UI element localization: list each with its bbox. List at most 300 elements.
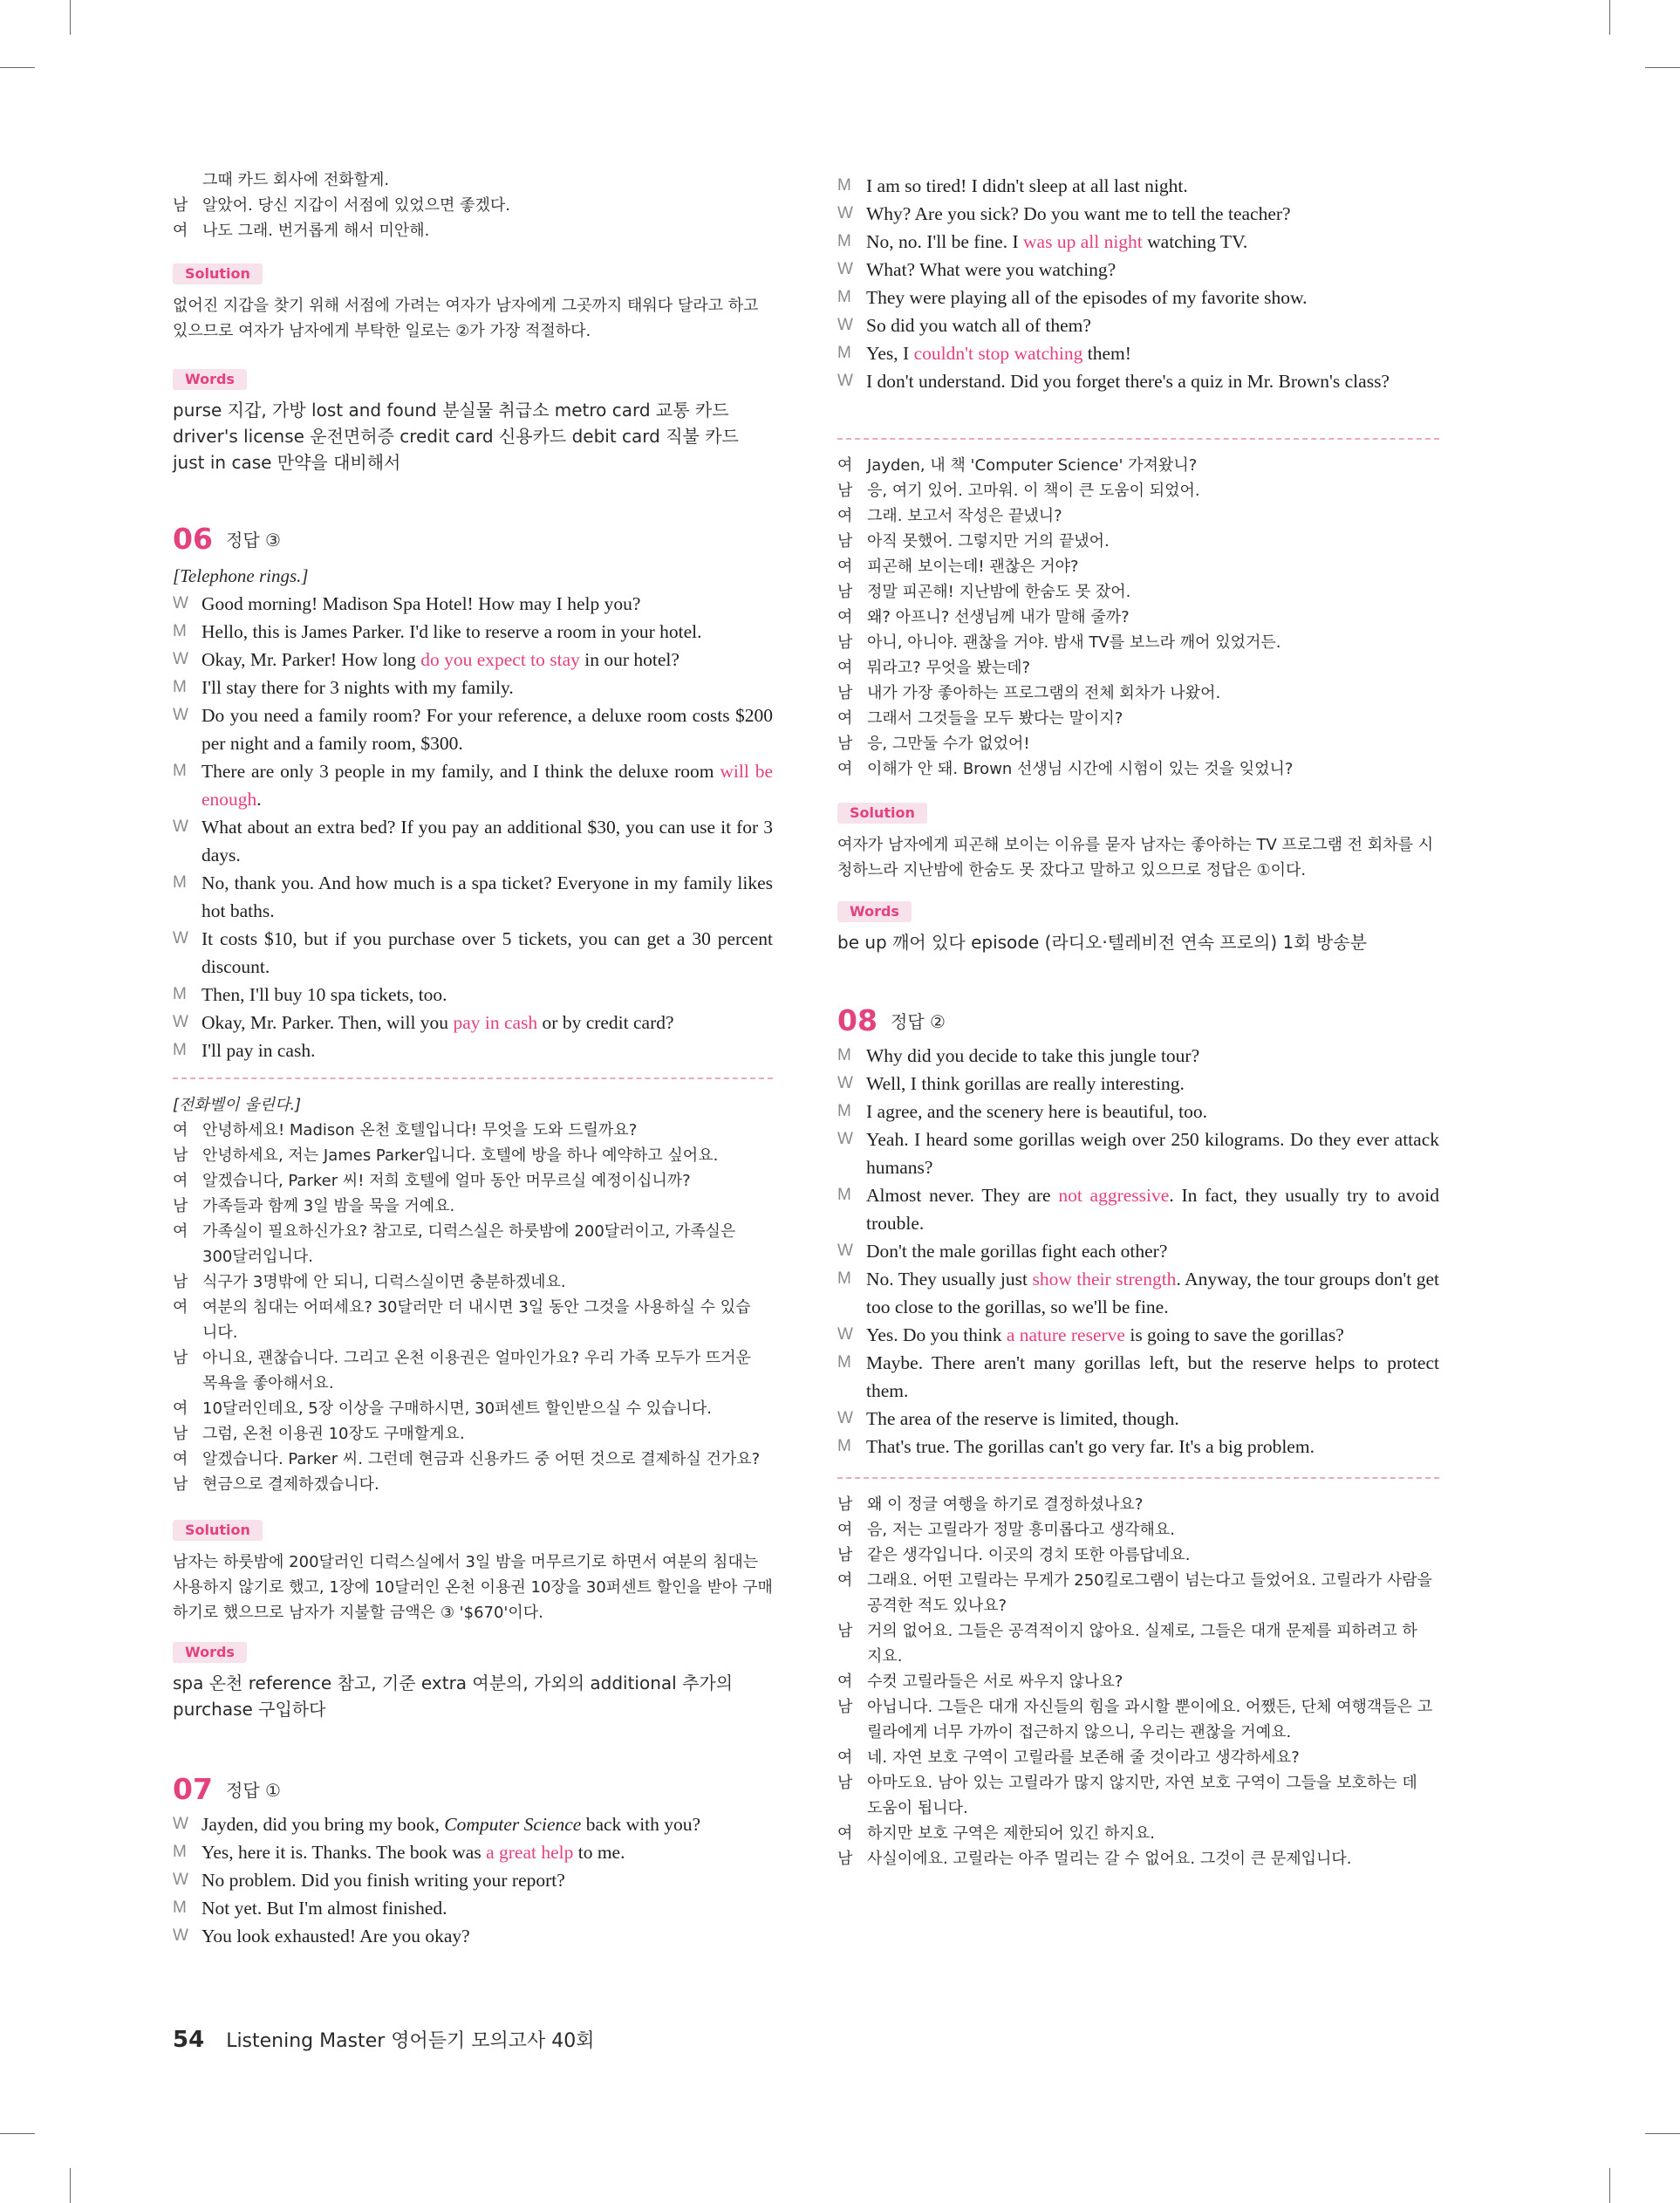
utterance bbox=[201, 1866, 773, 1894]
dialogue-line bbox=[837, 1125, 1439, 1181]
translation-text: 니다. bbox=[202, 1324, 238, 1342]
key-phrase: couldn't stop watching bbox=[913, 343, 1083, 364]
page-number: 54 bbox=[173, 2027, 205, 2053]
translation-text: 그래서 그것들을 모두 봤다는 말이지? bbox=[867, 709, 1123, 728]
translation-text: 안녕하세요! Madison 온천 호텔입니다! 무엇을 도와 드릴까요? bbox=[202, 1121, 638, 1139]
text-run: They were playing all of the episodes of my favorite show. bbox=[866, 287, 1308, 308]
speaker-label: W bbox=[837, 1325, 853, 1344]
question-header bbox=[173, 1772, 773, 1807]
translation-line bbox=[837, 1568, 1439, 1593]
translation-text: 정말 피곤해! 지난밤에 한숨도 못 잤어. bbox=[867, 583, 1131, 601]
utterance bbox=[866, 367, 1439, 395]
speaker-label: 남 bbox=[837, 1622, 853, 1640]
speaker-label: M bbox=[837, 344, 851, 362]
dialogue-line bbox=[173, 1894, 773, 1922]
text-run: I'll stay there for 3 nights with my family. bbox=[201, 677, 514, 698]
translation-text: 왜 이 정글 여행을 하기로 결정하셨나요? bbox=[867, 1495, 1144, 1514]
translation-text: 알았어. 당신 지갑이 서점에 있었으면 좋겠다. bbox=[202, 196, 511, 215]
dashed-divider bbox=[173, 1078, 773, 1079]
dialogue-line bbox=[837, 311, 1439, 339]
translation-text: 릴라에게 너무 가까이 접근하지 않으니, 우리는 괜찮을 거예요. bbox=[867, 1723, 1292, 1741]
speaker-label: 남 bbox=[837, 532, 853, 551]
question-08 bbox=[837, 1003, 1439, 1461]
translation-text: 그럼, 온천 이용권 10장도 구매할게요. bbox=[202, 1425, 465, 1443]
translation-08 bbox=[837, 1492, 1439, 1871]
dialogue-line bbox=[173, 869, 773, 925]
utterance bbox=[201, 757, 773, 813]
speaker-label: 여 bbox=[173, 1298, 188, 1317]
utterance bbox=[201, 674, 773, 701]
speaker-label: W bbox=[837, 1130, 853, 1148]
key-phrase: not aggressive bbox=[1058, 1185, 1170, 1206]
solution-text: 여자가 남자에게 피곤해 보이는 이유를 묻자 남자는 좋아하는 TV 프로그램 전 회차를 시청하느라 지난밤에 한숨도 못 잤다고 말하고 있으므로 정답은 ①이다. bbox=[837, 836, 1434, 879]
solution-text: 없어진 지갑을 찾기 위해 서점에 가려는 여자가 남자에게 그곳까지 태워다 달라고 하고 있으므로 여자가 남자에게 부탁한 일로는 ②가 가장 적절하다. bbox=[173, 297, 759, 340]
dialogue-line bbox=[837, 339, 1439, 367]
speaker-label: 남 bbox=[837, 482, 853, 500]
text-run: No. They usually just bbox=[866, 1269, 1033, 1290]
words-badge: Words bbox=[173, 1642, 247, 1663]
translation-line bbox=[837, 1644, 1439, 1669]
translation-text: 왜? 아프니? 선생님께 내가 말해 줄까? bbox=[867, 608, 1130, 626]
utterance bbox=[866, 1433, 1439, 1461]
speaker-label: W bbox=[173, 929, 188, 948]
translation-line bbox=[837, 1517, 1439, 1543]
translation-text: 목욕을 좋아해서요. bbox=[202, 1374, 334, 1392]
text-run: or by credit card? bbox=[537, 1012, 674, 1033]
utterance bbox=[201, 1922, 773, 1950]
text-run: Do you need a family room? For your reference, a deluxe room costs $200 per night and a family room, $300. bbox=[201, 705, 773, 754]
translation-line bbox=[173, 1295, 773, 1320]
dialogue-line bbox=[173, 701, 773, 757]
dialogue-line bbox=[173, 1810, 773, 1838]
translation-line bbox=[173, 1143, 773, 1168]
stage-direction: [Telephone rings.] bbox=[173, 565, 309, 586]
translation-text: 공격한 적도 있나요? bbox=[867, 1597, 1007, 1615]
speaker-label: M bbox=[837, 1046, 851, 1064]
utterance bbox=[201, 618, 773, 646]
translation-line bbox=[837, 529, 1439, 554]
translation-line bbox=[837, 1846, 1439, 1871]
speaker-label: M bbox=[173, 678, 187, 696]
translation-line bbox=[173, 1168, 773, 1194]
translation-07 bbox=[837, 453, 1439, 782]
translation-line bbox=[173, 193, 773, 218]
dialogue-line bbox=[173, 757, 773, 813]
translation-line bbox=[173, 1345, 773, 1371]
translation-text: 아니요, 괜찮습니다. 그리고 온천 이용권은 얼마인가요? 우리 가족 모두가 뜨거운 bbox=[202, 1349, 751, 1367]
utterance bbox=[866, 1098, 1439, 1125]
words-section bbox=[837, 901, 1439, 955]
translation-line bbox=[837, 1492, 1439, 1517]
utterance bbox=[866, 200, 1439, 228]
text-run: Good morning! Madison Spa Hotel! How may I help you? bbox=[201, 593, 641, 614]
utterance bbox=[866, 339, 1439, 367]
vocab-line: spa 온천 reference 참고, 기준 extra 여분의, 가외의 additional 추가의 bbox=[173, 1673, 734, 1693]
translation-text: 여분의 침대는 어떠세요? 30달러만 더 내시면 3일 동안 그것을 사용하실 수 있습 bbox=[202, 1298, 751, 1317]
dialogue-line bbox=[837, 1349, 1439, 1405]
translation-line bbox=[837, 554, 1439, 579]
words-section bbox=[173, 1642, 773, 1722]
words-list bbox=[173, 397, 773, 475]
speaker-label: 남 bbox=[837, 1698, 853, 1716]
translation-text: 식구가 3명밖에 안 되니, 디럭스실이면 충분하겠네요. bbox=[202, 1273, 566, 1291]
dialogue-line bbox=[173, 1838, 773, 1866]
speaker-label: W bbox=[173, 650, 188, 668]
speaker-label: W bbox=[173, 706, 188, 724]
utterance bbox=[201, 1037, 773, 1064]
text-run: What? What were you watching? bbox=[866, 259, 1117, 280]
utterance bbox=[866, 1125, 1439, 1181]
text-run: No problem. Did you finish writing your report? bbox=[201, 1870, 565, 1891]
dialogue-line bbox=[173, 590, 773, 618]
dialogue-line bbox=[173, 925, 773, 981]
text-run: Maybe. There aren't many gorillas left, but the reserve helps to protect them. bbox=[866, 1352, 1439, 1401]
translation-line bbox=[837, 1593, 1439, 1618]
speaker-label: 여 bbox=[173, 1172, 188, 1190]
dialogue-line bbox=[173, 981, 773, 1009]
speaker-label: M bbox=[173, 762, 187, 780]
text-run: Then, I'll buy 10 spa tickets, too. bbox=[201, 984, 447, 1005]
utterance bbox=[866, 172, 1439, 200]
translation-text: 같은 생각입니다. 이곳의 경치 또한 아름답네요. bbox=[867, 1546, 1191, 1564]
utterance bbox=[201, 1838, 773, 1866]
translation-text: 가족들과 함께 3일 밤을 묵을 거예요. bbox=[202, 1197, 455, 1215]
key-phrase: a nature reserve bbox=[1006, 1324, 1125, 1345]
translation-text: 아직 못했어. 그렇지만 거의 끝냈어. bbox=[867, 532, 1110, 551]
text-run: Yeah. I heard some gorillas weigh over 250 kilograms. Do they ever attack humans? bbox=[866, 1129, 1439, 1178]
speaker-label: 남 bbox=[173, 1273, 188, 1291]
dialogue-line bbox=[837, 1098, 1439, 1125]
translation-line bbox=[837, 1770, 1439, 1796]
speaker-label: W bbox=[837, 260, 853, 278]
dialogue-line bbox=[837, 228, 1439, 256]
answer-label: 정답 ① bbox=[226, 1780, 281, 1801]
utterance bbox=[866, 1321, 1439, 1349]
words-list bbox=[173, 1670, 773, 1722]
speaker-label: M bbox=[173, 1041, 187, 1059]
speaker-label: 여 bbox=[837, 760, 853, 778]
vocab-line: purchase 구입하다 bbox=[173, 1699, 326, 1720]
utterance bbox=[866, 311, 1439, 339]
dialogue-line bbox=[837, 367, 1439, 395]
text-run: to me. bbox=[573, 1842, 625, 1863]
translation-line bbox=[837, 1720, 1439, 1745]
key-phrase: was up all night bbox=[1023, 231, 1143, 252]
text-run: It costs $10, but if you purchase over 5 tickets, you can get a 30 percent discount. bbox=[201, 928, 773, 977]
translation-text: 내가 가장 좋아하는 프로그램의 전체 회차가 나왔어. bbox=[867, 684, 1221, 702]
speaker-label: 남 bbox=[173, 1197, 188, 1215]
translation-line bbox=[173, 1194, 773, 1219]
text-run: back with you? bbox=[581, 1814, 701, 1835]
utterance bbox=[201, 925, 773, 981]
translation-text: 알겠습니다, Parker 씨! 저희 호텔에 얼마 동안 머무르실 예정이십니까? bbox=[202, 1172, 691, 1190]
solution-badge: Solution bbox=[837, 803, 927, 824]
dialogue-line bbox=[837, 1070, 1439, 1098]
dashed-divider bbox=[837, 438, 1439, 440]
dialogue-line bbox=[173, 1009, 773, 1037]
speaker-label: 여 bbox=[837, 1571, 853, 1590]
translation-text: 지요. bbox=[867, 1647, 903, 1666]
speaker-label: 남 bbox=[837, 684, 853, 702]
dialogue-line bbox=[173, 1037, 773, 1064]
speaker-label: 여 bbox=[837, 1673, 853, 1691]
text-run: . Anyway, the tour groups don't get too close to the gorillas, so we'll be fine. bbox=[866, 1269, 1439, 1317]
translation-line bbox=[173, 1269, 773, 1295]
dialogue-line bbox=[837, 1042, 1439, 1070]
speaker-label: 여 bbox=[173, 1399, 188, 1418]
question-header bbox=[837, 1003, 1439, 1038]
crop-mark bbox=[1609, 0, 1610, 35]
translation-text: 아니, 아니야. 괜찮을 거야. 밤새 TV를 보느라 깨어 있었거든. bbox=[867, 633, 1281, 652]
translation-text: 사실이에요. 고릴라는 아주 멀리는 갈 수 없어요. 그것이 큰 문제입니다. bbox=[867, 1850, 1352, 1868]
translation-line bbox=[837, 503, 1439, 529]
solution-section bbox=[837, 803, 1439, 883]
question-header bbox=[173, 522, 773, 557]
speaker-label: M bbox=[837, 1102, 851, 1120]
speaker-label: 여 bbox=[173, 1222, 188, 1241]
translation-text: 응, 그만둘 수가 없었어! bbox=[867, 735, 1030, 753]
words-badge: Words bbox=[173, 369, 247, 390]
crop-mark bbox=[1645, 2133, 1680, 2134]
speaker-label: 여 bbox=[837, 608, 853, 626]
dialogue-line bbox=[837, 172, 1439, 200]
solution-section bbox=[173, 263, 773, 344]
crop-mark bbox=[70, 2168, 71, 2203]
crop-mark bbox=[1645, 67, 1680, 68]
translation-line bbox=[173, 218, 773, 243]
translation-text: 응, 여기 있어. 고마워. 이 책이 큰 도움이 되었어. bbox=[867, 482, 1200, 500]
translation-line bbox=[837, 1796, 1439, 1821]
dialogue-line bbox=[173, 674, 773, 701]
utterance bbox=[201, 590, 773, 618]
text-run: . bbox=[256, 789, 262, 810]
crop-mark bbox=[0, 2133, 35, 2134]
utterance bbox=[201, 1894, 773, 1922]
text-run: Why did you decide to take this jungle tour? bbox=[866, 1045, 1200, 1066]
translation-text: 수컷 고릴라들은 서로 싸우지 않나요? bbox=[867, 1673, 1123, 1691]
key-phrase: pay in cash bbox=[453, 1012, 538, 1033]
speaker-label: 남 bbox=[837, 1850, 853, 1868]
utterance bbox=[866, 1070, 1439, 1098]
speaker-label: 남 bbox=[173, 1146, 188, 1165]
speaker-label: W bbox=[173, 818, 188, 836]
crop-mark bbox=[0, 67, 35, 68]
utterance bbox=[866, 284, 1439, 311]
question-06 bbox=[173, 522, 773, 1064]
speaker-label: 남 bbox=[173, 1425, 188, 1443]
speaker-label: W bbox=[837, 1242, 853, 1260]
translation-line bbox=[837, 605, 1439, 630]
key-phrase: will be enough bbox=[201, 761, 773, 810]
translation-line bbox=[837, 453, 1439, 478]
translation-line bbox=[173, 1396, 773, 1421]
dialogue-line bbox=[837, 200, 1439, 228]
text-run: Yes. Do you think bbox=[866, 1324, 1007, 1345]
utterance bbox=[201, 646, 773, 674]
text-run: is going to save the gorillas? bbox=[1124, 1324, 1344, 1345]
text-run: watching TV. bbox=[1142, 231, 1248, 252]
translation-06 bbox=[173, 1092, 773, 1497]
speaker-label: 여 bbox=[837, 558, 853, 576]
text-run: Well, I think gorillas are really interesting. bbox=[866, 1073, 1185, 1094]
speaker-label: W bbox=[173, 1815, 188, 1833]
text-run: . In fact, they usually try to avoid trouble. bbox=[866, 1185, 1440, 1234]
book-title: Listening Master 영어듣기 모의고사 40회 bbox=[226, 2030, 595, 2052]
solution-section bbox=[173, 1520, 773, 1625]
dialogue-line bbox=[173, 1866, 773, 1894]
text-run: I agree, and the scenery here is beautiful, too. bbox=[866, 1101, 1208, 1122]
text-run: You look exhausted! Are you okay? bbox=[201, 1926, 470, 1946]
speaker-label: M bbox=[837, 1437, 851, 1455]
dialogue bbox=[173, 1810, 773, 1950]
translation-line bbox=[837, 731, 1439, 756]
translation-text: 거의 없어요. 그들은 공격적이지 않아요. 실제로, 그들은 대개 문제를 피하려고 하 bbox=[867, 1622, 1417, 1640]
key-phrase: show their strength bbox=[1032, 1269, 1177, 1290]
speaker-label: M bbox=[173, 985, 187, 1003]
answer-label: 정답 ③ bbox=[226, 530, 281, 551]
translation-line bbox=[837, 1669, 1439, 1694]
translation-text: 아마도요. 남아 있는 고릴라가 많지 않지만, 자연 보호 구역이 그들을 보호하는 데 bbox=[867, 1774, 1417, 1792]
speaker-label: 여 bbox=[837, 1748, 853, 1767]
vocab-line: be up 깨어 있다 episode (라디오·텔레비전 연속 프로의) 1회 방송분 bbox=[837, 932, 1367, 953]
speaker-label: 남 bbox=[837, 583, 853, 601]
words-section bbox=[173, 369, 773, 475]
speaker-label: M bbox=[837, 1269, 851, 1288]
translation-text: 아닙니다. 그들은 대개 자신들의 힘을 과시할 뿐이에요. 어쨌든, 단체 여행객들은 고 bbox=[867, 1698, 1433, 1716]
vocab-line: purse 지갑, 가방 lost and found 분실물 취급소 metro card 교통 카드 bbox=[173, 400, 729, 421]
dialogue bbox=[837, 1042, 1439, 1461]
dialogue-line bbox=[837, 256, 1439, 284]
translation-line bbox=[837, 579, 1439, 605]
words-list bbox=[837, 929, 1439, 955]
speaker-label: M bbox=[837, 1353, 851, 1372]
speaker-label: 여 bbox=[173, 1450, 188, 1468]
utterance bbox=[866, 256, 1439, 284]
translation-text: 나도 그래. 번거롭게 해서 미안해. bbox=[202, 222, 430, 240]
speaker-label: W bbox=[837, 316, 853, 334]
translation-line bbox=[837, 706, 1439, 731]
speaker-label: 여 bbox=[837, 1521, 853, 1539]
vocab-line: just in case 만약을 대비해서 bbox=[173, 452, 401, 473]
speaker-label: 남 bbox=[837, 1774, 853, 1792]
speaker-label: 여 bbox=[837, 507, 853, 525]
translation-line bbox=[173, 1219, 773, 1244]
utterance bbox=[201, 981, 773, 1009]
solution-badge: Solution bbox=[173, 1520, 263, 1541]
speaker-label: 남 bbox=[173, 1475, 188, 1494]
speaker-label: W bbox=[173, 1926, 188, 1945]
text-run: in our hotel? bbox=[579, 649, 680, 670]
text-run: Okay, Mr. Parker. Then, will you bbox=[201, 1012, 454, 1033]
translation-line bbox=[837, 1745, 1439, 1770]
solution-text: 남자는 하룻밤에 200달러인 디럭스실에서 3일 밤을 머무르기로 하면서 여분의 침대는 사용하지 않기로 했고, 1장에 10달러인 온천 이용권 10장을 30퍼센트 할인을 받아 구매하기로 했으므로 남자가 지불할 금액은 ③ '$670'이다. bbox=[173, 1553, 773, 1622]
utterance bbox=[201, 813, 773, 869]
text-run: I'll pay in cash. bbox=[201, 1040, 316, 1061]
dialogue-line bbox=[173, 646, 773, 674]
translation-text: 알겠습니다. Parker 씨. 그런데 현금과 신용카드 중 어떤 것으로 결제하실 건가요? bbox=[202, 1450, 761, 1468]
text-run: Hello, this is James Parker. I'd like to reserve a room in your hotel. bbox=[201, 621, 702, 642]
speaker-label: 남 bbox=[837, 633, 853, 652]
speaker-label: 여 bbox=[173, 1121, 188, 1139]
text-run: Computer Science bbox=[444, 1814, 582, 1835]
translation-line bbox=[837, 478, 1439, 503]
speaker-label: M bbox=[837, 232, 851, 250]
speaker-label: M bbox=[173, 873, 187, 892]
speaker-label: W bbox=[173, 1871, 188, 1889]
dialogue-line bbox=[837, 1237, 1439, 1265]
text-run: I don't understand. Did you forget there's a quiz in Mr. Brown's class? bbox=[866, 371, 1390, 392]
translation-line bbox=[173, 1371, 773, 1396]
text-run: Yes, I bbox=[866, 343, 914, 364]
translation-line bbox=[173, 1244, 773, 1269]
dialogue-line bbox=[837, 1405, 1439, 1433]
translation-line bbox=[173, 1421, 773, 1447]
question-number: 06 bbox=[173, 522, 213, 556]
speaker-label: M bbox=[173, 1899, 187, 1917]
utterance bbox=[201, 869, 773, 925]
text-run: So did you watch all of them? bbox=[866, 315, 1091, 336]
dialogue-line bbox=[837, 1433, 1439, 1461]
speaker-label: M bbox=[837, 288, 851, 306]
translation-text: 그래요. 어떤 고릴라는 무게가 250킬로그램이 넘는다고 들었어요. 고릴라가 사람을 bbox=[867, 1571, 1432, 1590]
speaker-label: 여 bbox=[837, 659, 853, 677]
text-run: There are only 3 people in my family, and I think the deluxe room bbox=[201, 761, 720, 782]
speaker-label: M bbox=[173, 1843, 187, 1861]
key-phrase: do you expect to stay bbox=[420, 649, 580, 670]
answer-label: 정답 ② bbox=[891, 1011, 946, 1032]
dialogue-line bbox=[173, 813, 773, 869]
speaker-label: 여 bbox=[837, 1824, 853, 1843]
solution-badge: Solution bbox=[173, 263, 263, 284]
speaker-label: W bbox=[837, 1074, 853, 1092]
translation-line bbox=[173, 168, 773, 193]
text-run: Jayden, did you bring my book, bbox=[201, 1814, 445, 1835]
translation-lines bbox=[173, 1118, 773, 1497]
utterance bbox=[866, 1237, 1439, 1265]
speaker-label: 여 bbox=[173, 222, 188, 240]
speaker-label: 남 bbox=[837, 735, 853, 753]
stage-direction-ko: [전화벨이 울린다.] bbox=[173, 1096, 302, 1114]
translation-text: 그래. 보고서 작성은 끝냈니? bbox=[867, 507, 1062, 525]
speaker-label: 여 bbox=[837, 456, 853, 475]
translation-text: 하지만 보호 구역은 제한되어 있긴 하지요. bbox=[867, 1824, 1155, 1843]
translation-line bbox=[837, 655, 1439, 681]
question-number: 08 bbox=[837, 1003, 878, 1037]
dialogue-line bbox=[837, 1321, 1439, 1349]
q05-translation-end bbox=[173, 168, 773, 243]
translation-text: 300달러입니다. bbox=[202, 1248, 314, 1266]
text-run: What about an extra bed? If you pay an additional $30, you can use it for 3 days. bbox=[201, 817, 773, 865]
speaker-label: 남 bbox=[173, 1349, 188, 1367]
dialogue-line bbox=[173, 618, 773, 646]
utterance bbox=[866, 228, 1439, 256]
dashed-divider bbox=[837, 1477, 1439, 1479]
text-run: them! bbox=[1082, 343, 1131, 364]
utterance bbox=[201, 1009, 773, 1037]
speaker-label: W bbox=[173, 594, 188, 612]
words-badge: Words bbox=[837, 901, 912, 922]
dialogue bbox=[173, 590, 773, 1064]
page-footer bbox=[173, 2026, 595, 2053]
question-07 bbox=[173, 1772, 773, 1950]
speaker-label: 남 bbox=[837, 1546, 853, 1564]
utterance bbox=[201, 701, 773, 757]
text-run: Okay, Mr. Parker! How long bbox=[201, 649, 421, 670]
translation-text: Jayden, 내 책 'Computer Science' 가져왔니? bbox=[867, 456, 1198, 475]
text-run: No, thank you. And how much is a spa ticket? Everyone in my family likes hot baths. bbox=[201, 872, 773, 921]
speaker-label: W bbox=[837, 204, 853, 222]
speaker-label: 남 bbox=[837, 1495, 853, 1514]
